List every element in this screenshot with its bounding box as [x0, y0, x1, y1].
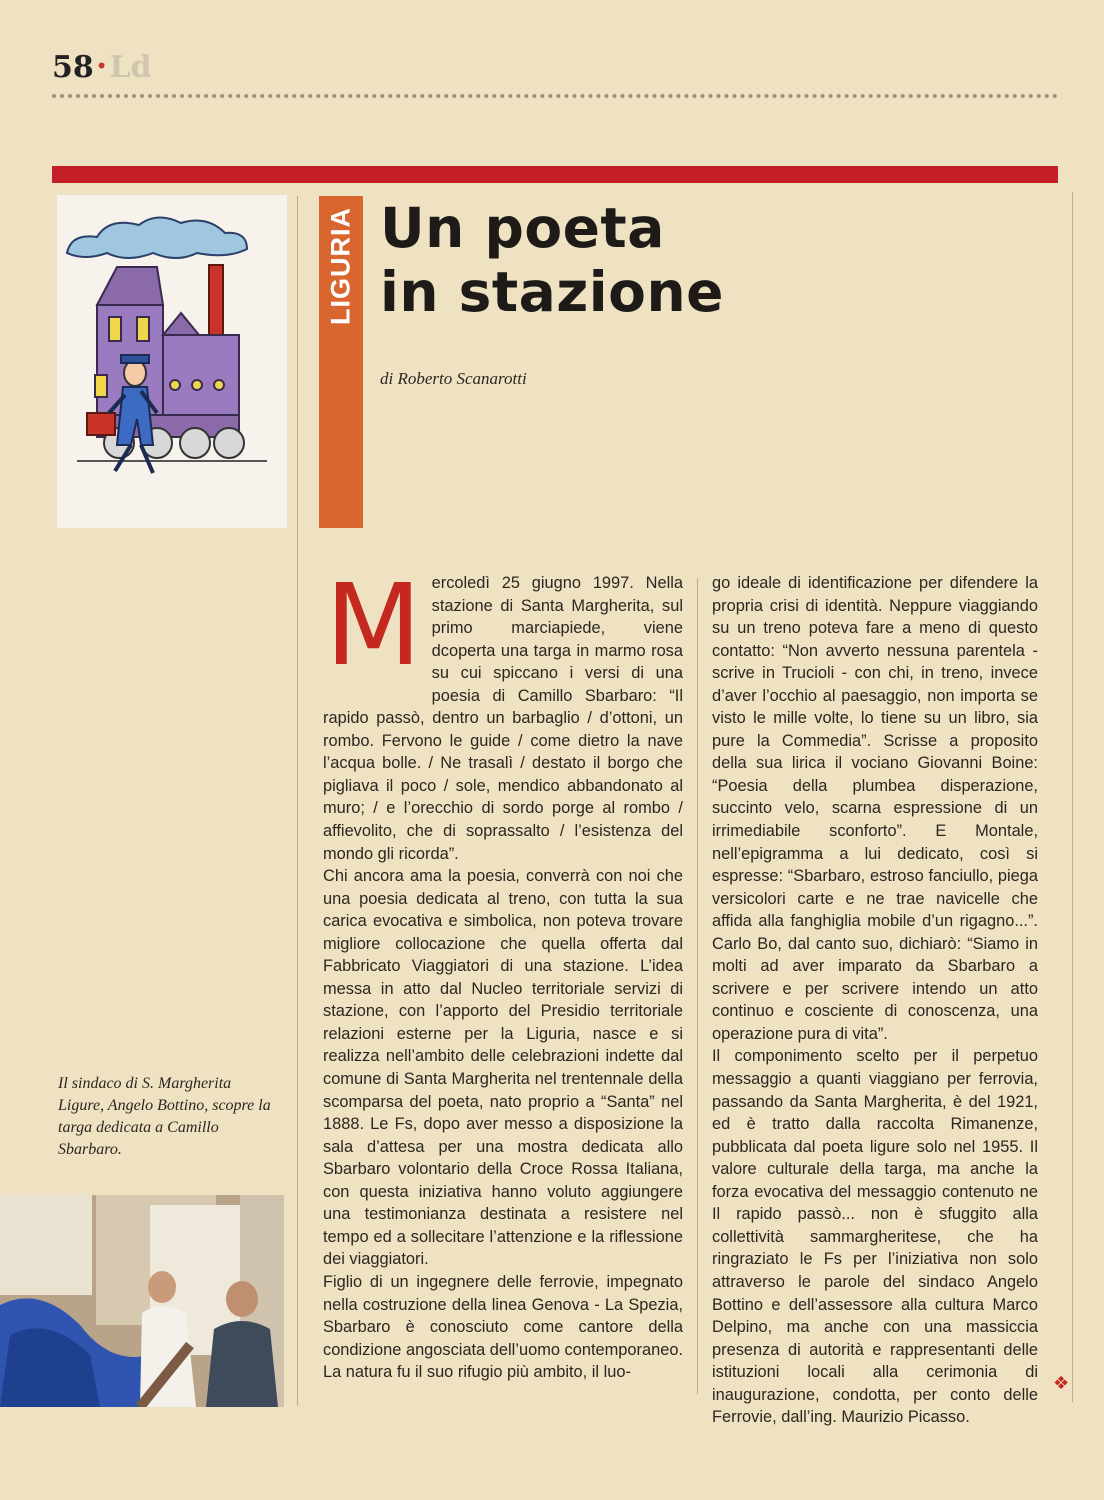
page-number: 58 [52, 50, 94, 85]
paragraph: Figlio di un ingegnere delle ferrovie, impegnato nella costruzione della linea Genova - La Spezia, Sbarbaro è conosciuto come cantore della condizione angosciata dell’uomo contemporaneo. La natura fu il suo rifugio più ambito, il luo- [323, 1272, 683, 1382]
article-byline: di Roberto Scanarotti [380, 369, 527, 388]
ceremony-photo [0, 1195, 284, 1407]
column-divider-left [297, 196, 298, 1406]
dotted-divider [52, 94, 1058, 98]
paragraph: Chi ancora ama la poesia, converrà con noi che una poesia dedicata al treno, con tutta la sua carica evocativa e simbolica, non poteva trovare migliore collocazione che quella offerta dal Fabbricato Viaggiatori di una stazione. L’idea messa in atto dal Nucleo territoriale servizi di stazione, con l’apporto del Presidio territoriale relazioni esterne per la Liguria, nasce e si realizza nell’ambito delle celebrazioni indette dal comune di Santa Margherita nel trentennale della scomparsa del poeta, nato proprio a “Santa” nel 1888. Le Fs, dopo aver messo a disposizione la sala d’attesa per una mostra dedicata allo Sbarbaro volontario della Croce Rossa Italiana, con questa iniziativa hanno voluto aggiungere una testimonianza destinata a resistere nel tempo ed a sollecitare l’attenzione e la riflessione dei viaggiatori. [323, 867, 683, 1269]
train-illustration [57, 195, 287, 528]
paragraph: go ideale di identificazione per difendere la propria crisi di identità. Neppure viaggiando su un treno poteva fare a meno di questo contatto: “Non avverto nessuna parentela - scrive in Trucioli - con chi, in treno, invece d’aver l’occhio al paesaggio, non importa se visto le mille volte, lo tiene su un libro, sia pure la Commedia”. Scrisse a proposito della sua lirica il vociano Giovanni Boine: “Poesia della plumbea disperazione, succinto velo, scarna espressione di un irrimediabile sconforto”. E Montale, nell’epigramma a lui dedicato, così si espresse: “Sbarbaro, estroso fanciullo, piega versicolori carte e ne trae navicelle che affida alla fanghiglia mobile d’un rigagno...”. Carlo Bo, dal canto suo, dichiarò: “Siamo in molti ad aver imparato da Sbarbaro a scrivere e per scrivere intendo un atto continuo e cosciente di conoscenza, una operazione pura di vita”. [712, 574, 1038, 1043]
article-title: Un poeta in stazione [380, 196, 724, 324]
article-column-1 [323, 561, 683, 1384]
paragraph: Il componimento scelto per il perpetuo messaggio a quanti viaggiano per ferrovia, passando da Santa Margherita, è del 1921, ed è tratto dalla raccolta Rimanenze, pubblicata dal poeta ligure solo nel 1955. Il valore culturale della targa, ma anche la forza evocativa del messaggio contenuto ne Il rapido passò... non è sfuggito alla collettività sammargheritese, che ha ringraziato le Fs per l’iniziativa non solo attraverso le parole del sindaco Angelo Bottino e dell’assessore alla cultura Marco Delpino, ma anche con una massiccia presenza di autorità e rappresentanti delle istituzioni locali alla cerimonia di inaugurazione, condotta, per conto delle Ferrovie, dall’ing. Maurizio Picasso. [712, 1047, 1038, 1427]
end-of-article-icon: ❖ [1053, 1373, 1070, 1393]
page-header [52, 50, 152, 85]
article-column-2 [712, 572, 1038, 1429]
magazine-logo: Ld [109, 50, 152, 85]
drop-cap: M [325, 561, 422, 691]
section-label: LIGURIA [325, 207, 356, 325]
column-divider-right [1072, 192, 1073, 1402]
section-tab [319, 196, 363, 528]
red-rule [52, 166, 1058, 183]
page-separator: • [97, 53, 106, 78]
paragraph: ercoledì 25 giugno 1997. Nella stazione di Santa Margherita, sul primo marciapiede, viene dcoperta una targa in marmo rosa su cui spiccano i versi di una poesia di Camillo Sbarbaro: “Il rapido passò, dentro un barbaglio / d’ottoni, un rombo. Fervono le guide / come dietro la nave l’acqua bolle. / Ne trasalì / destato il borgo che pigliava il poco / sole, mendico abbandonato al muro; / e l’orecchio di sordo porge al rombo / affievolito, che di soprassalto / l’esistenza del mondo gli ricorda”. [323, 574, 683, 863]
photo-caption: Il sindaco di S. Margherita Ligure, Angelo Bottino, scopre la targa dedicata a Camillo Sbarbaro. [58, 1075, 271, 1158]
column-divider-middle [697, 578, 698, 1394]
